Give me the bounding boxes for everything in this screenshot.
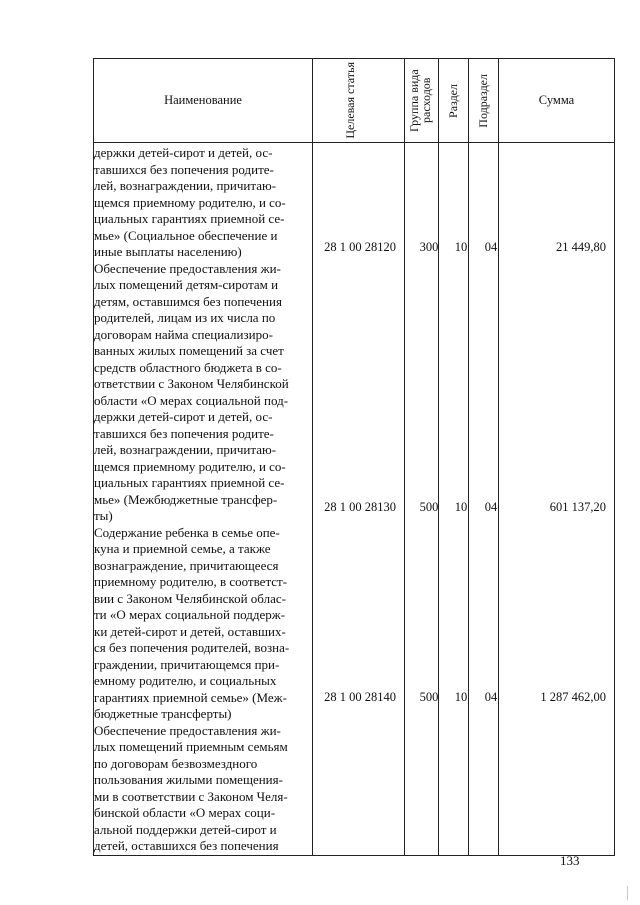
row-2-sum: 601 137,20 — [549, 500, 606, 514]
header-subsection: Подраздел — [469, 59, 499, 143]
row-1-sum: 21 449,80 — [556, 240, 606, 254]
row-1-expense-group: 300 — [419, 240, 439, 254]
row-3-sum: 1 287 462,00 — [540, 690, 606, 704]
header-sum: Сумма — [499, 59, 615, 143]
row-4-name: Обеспечение предоставления жи- лых помещений приемным семьям по договорам безвозмездного пользования жилыми помещения- ми в соответствии с Законом Челя- бинской области «О мерах соци- альной поддержки детей-сирот и детей, оставшихся без попечения — [94, 722, 288, 853]
row-3-subsection: 04 — [484, 690, 498, 704]
row-1-name: держки детей-сирот и детей, ос- тавшихся без попечения родите- лей, вознаграждении, причитаю- щемся приемному родителю, и со- циальных гарантиях приемной се- мье» (Социальное обеспечение и иные выплаты населению) — [94, 145, 286, 259]
header-section: Раздел — [439, 59, 469, 143]
row-3-expense-group: 500 — [419, 690, 439, 704]
header-name: Наименование — [94, 59, 313, 143]
row-3-target-article: 28 1 00 28140 — [324, 690, 396, 704]
page-number: 133 — [560, 853, 580, 868]
row-2-section: 10 — [454, 500, 468, 514]
row-2-subsection: 04 — [484, 500, 498, 514]
row-2-name: Обеспечение предоставления жи- лых помещений детям-сиротам и детям, оставшимся без попечения родителей, лицам из их числа по договорам найма специализиро- ванных жилых помещений за счет средств областного бюджета в со- ответствии с Законом Челябинской области «О мерах социальной под- держки детей-сирот и детей, ос- тавшихся без попечения родите- лей, вознаграждении, причитаю- щемся приемному родителю, и со- циальных гарантиях приемной се- мье» (Межбюджетные трансфер- ты) — [94, 260, 289, 523]
table-header-row — [94, 59, 615, 143]
row-1-section: 10 — [454, 240, 468, 254]
row-3-section: 10 — [454, 690, 468, 704]
name-column — [94, 143, 313, 856]
row-1-target-article: 28 1 00 28120 — [324, 240, 396, 254]
row-1-subsection: 04 — [484, 240, 498, 254]
row-3-name: Содержание ребенка в семье опе- куна и приемной семье, а также вознаграждение, причитающееся приемному родителю, в соответст- вии с Законом Челябинской облас- ти «О мерах социальной поддерж- ки детей-сирот и детей, оставших- ся без попечения родителей, возна- граждении, причитающемся при- емному родителю, и социальных гарантиях приемной семье» (Меж- бюджетные трансферты) — [94, 524, 290, 721]
header-target-article: Целевая статья — [313, 59, 405, 143]
row-2-target-article: 28 1 00 28130 — [324, 500, 396, 514]
budget-table — [93, 58, 615, 856]
header-expense-group: Группа вида расходов — [405, 59, 439, 143]
row-2-expense-group: 500 — [419, 500, 439, 514]
scan-edge-mark — [627, 886, 628, 900]
